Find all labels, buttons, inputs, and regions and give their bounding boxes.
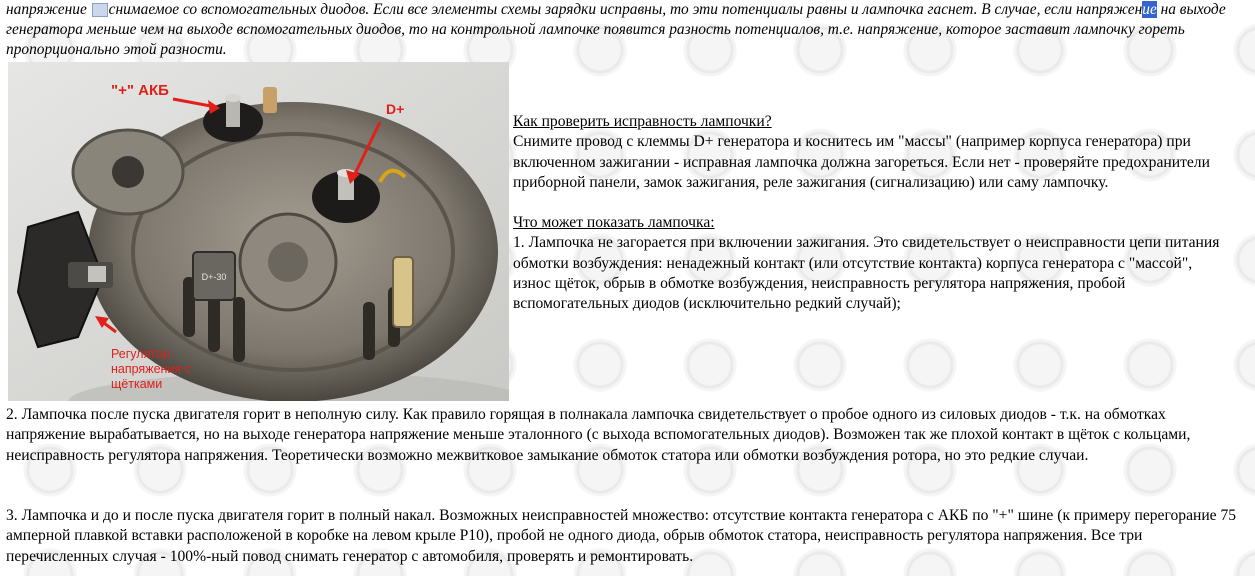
regulator-label-line3: щётками [111, 377, 163, 391]
akb-label: "+" АКБ [111, 82, 169, 99]
check-text: Снимите провод с клеммы D+ генератора и коснитесь им "массы" (например корпуса генератора) при включенном зажигании - исправная лампочка должна загореться. Если нет - проверяйте предохранители приборной панели, замок зажигания, реле зажигания (сигнализацию) или саму лампочку. [513, 133, 1210, 191]
intro-rest: на выходе генератора меньше чем на выходе вспомогательных диодов, то на контрольной лампочке появится разность потенциалов, т.е. напряжение, которое заставит лампочку гореть пропорционально этой разности. [6, 1, 1226, 58]
alternator-illustration [8, 62, 509, 401]
image-placeholder-icon [92, 3, 108, 17]
intro-paragraph [6, 0, 1246, 60]
intro-start: напряжение [6, 1, 91, 18]
lamp-check-section [513, 112, 1233, 315]
list-item-2: 2. Лампочка после пуска двигателя горит в неполную силу. Как правило горящая в полнакала лампочка свидетельствует о пробое одного из силовых диодов - т.к. на обмотках напряжение вырабатывается, но на выходе генератора напряжение меньше эталонного (с выхода вспомогательных диодов). Возможен так же плохой контакт в щёток с кольцами, неисправность регулятора напряжения. Теоретически возможно межвитковое замыкание обмоток статора или обмотки возбуждения ротора, но это редкие случаи. [6, 406, 1191, 464]
nameplate-text: D+-30 [201, 272, 227, 282]
intro-text: снимаемое со вспомогательных диодов. Если все элементы схемы зарядки исправны, то эти потенциалы равны и лампочка гаснет. В случае, если напряжен [108, 1, 1143, 18]
regulator-label-line2: напряжения с [111, 362, 191, 376]
d-plus-label: D+ [386, 101, 405, 117]
list-item-3: 3. Лампочка и до и после пуска двигателя горит в полный накал. Возможных неисправностей множество: отсутствие контакта генератора с АКБ по "+" шине (к примеру перегорание 75 амперной плавкой вставки расположеной в коробке на левом крыле Р10), пробой не одного диода, обрыв обмоток статора, неисправность регулятора напряжения. Все три перечисленных случая - 100%-ный повод снимать генератор с автомобиля, проверять и ремонтировать. [6, 507, 1237, 565]
list-item-1: 1. Лампочка не загорается при включении зажигания. Это свидетельствует о неисправности цепи питания обмотки возбуждения: ненадежный контакт (или отсутствие контакта) корпуса генератора с "массой", износ щёток, обрыв в обмотке возбуждения, неисправность регулятора напряжения, пробой вспомогательных диодов (исключительно редкий случай); [513, 234, 1220, 313]
selected-text: ие [1142, 1, 1157, 18]
check-heading: Как проверить исправность лампочки? [513, 113, 772, 130]
show-heading: Что может показать лампочка: [513, 214, 715, 232]
regulator-label-line1: Регулятор [111, 347, 170, 361]
alternator-photo [8, 62, 509, 401]
